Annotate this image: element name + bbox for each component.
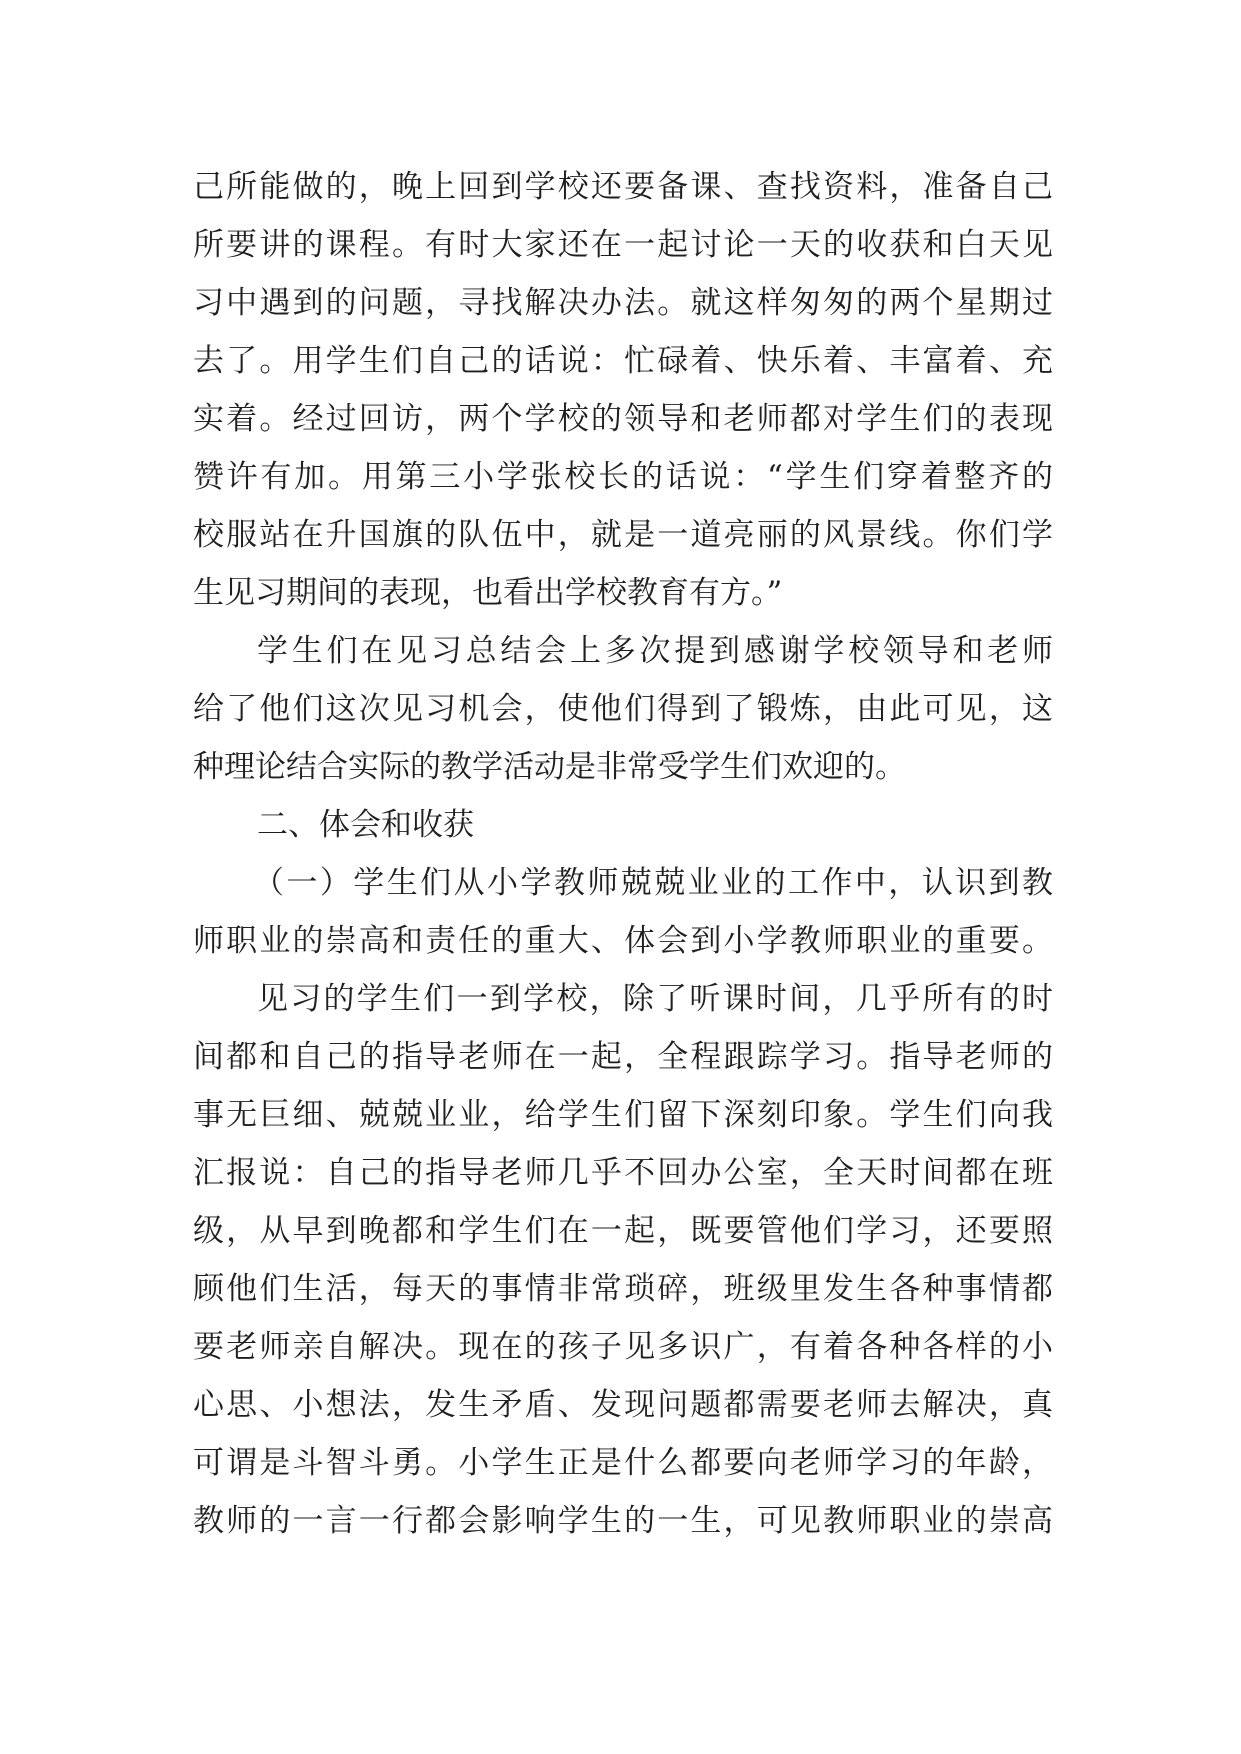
text-line: 师职业的崇高和责任的重大、体会到小学教师职业的重要。 (193, 923, 1053, 959)
text-line: 教师的一言一行都会影响学生的一生，可见教师职业的崇高 (193, 1503, 1053, 1539)
text-line: 顾他们生活，每天的事情非常琐碎，班级里发生各种事情都 (193, 1271, 1053, 1307)
text-line: 间都和自己的指导老师在一起，全程跟踪学习。指导老师的 (193, 1039, 1053, 1075)
text-line: 校服站在升国旗的队伍中，就是一道亮丽的风景线。你们学 (193, 517, 1053, 553)
text-line: 事无巨细、兢兢业业，给学生们留下深刻印象。学生们向我 (193, 1097, 1053, 1133)
text-line: 要老师亲自解决。现在的孩子见多识广，有着各种各样的小 (193, 1329, 1053, 1365)
text-line: 种理论结合实际的教学活动是非常受学生们欢迎的。 (193, 749, 906, 785)
paragraph-first-line: 学生们在见习总结会上多次提到感谢学校领导和老师 (257, 633, 1053, 669)
text-line: 汇报说：自己的指导老师几乎不回办公室，全天时间都在班 (193, 1155, 1053, 1191)
document-body (193, 158, 1053, 1550)
text-line: 赞许有加。用第三小学张校长的话说：“学生们穿着整齐的 (193, 459, 1053, 495)
subsection-heading: （一）学生们从小学教师兢兢业业的工作中，认识到教 (253, 865, 1053, 901)
section-heading: 二、体会和收获 (257, 807, 474, 843)
text-line: 可谓是斗智斗勇。小学生正是什么都要向老师学习的年龄， (193, 1445, 1053, 1481)
text-line: 所要讲的课程。有时大家还在一起讨论一天的收获和白天见 (193, 227, 1053, 263)
text-line: 习中遇到的问题，寻找解决办法。就这样匆匆的两个星期过 (193, 285, 1053, 321)
text-line: 级，从早到晚都和学生们在一起，既要管他们学习，还要照 (193, 1213, 1053, 1249)
text-line: 实着。经过回访，两个学校的领导和老师都对学生们的表现 (193, 401, 1053, 437)
text-line: 己所能做的，晚上回到学校还要备课、查找资料，准备自己 (193, 169, 1053, 205)
text-line: 生见习期间的表现，也看出学校教育有方。” (193, 575, 783, 611)
text-line: 去了。用学生们自己的话说：忙碌着、快乐着、丰富着、充 (193, 343, 1053, 379)
text-line: 心思、小想法，发生矛盾、发现问题都需要老师去解决，真 (193, 1387, 1053, 1423)
text-line: 给了他们这次见习机会，使他们得到了锻炼，由此可见，这 (193, 691, 1053, 727)
paragraph-first-line: 见习的学生们一到学校，除了听课时间，几乎所有的时 (257, 981, 1053, 1017)
